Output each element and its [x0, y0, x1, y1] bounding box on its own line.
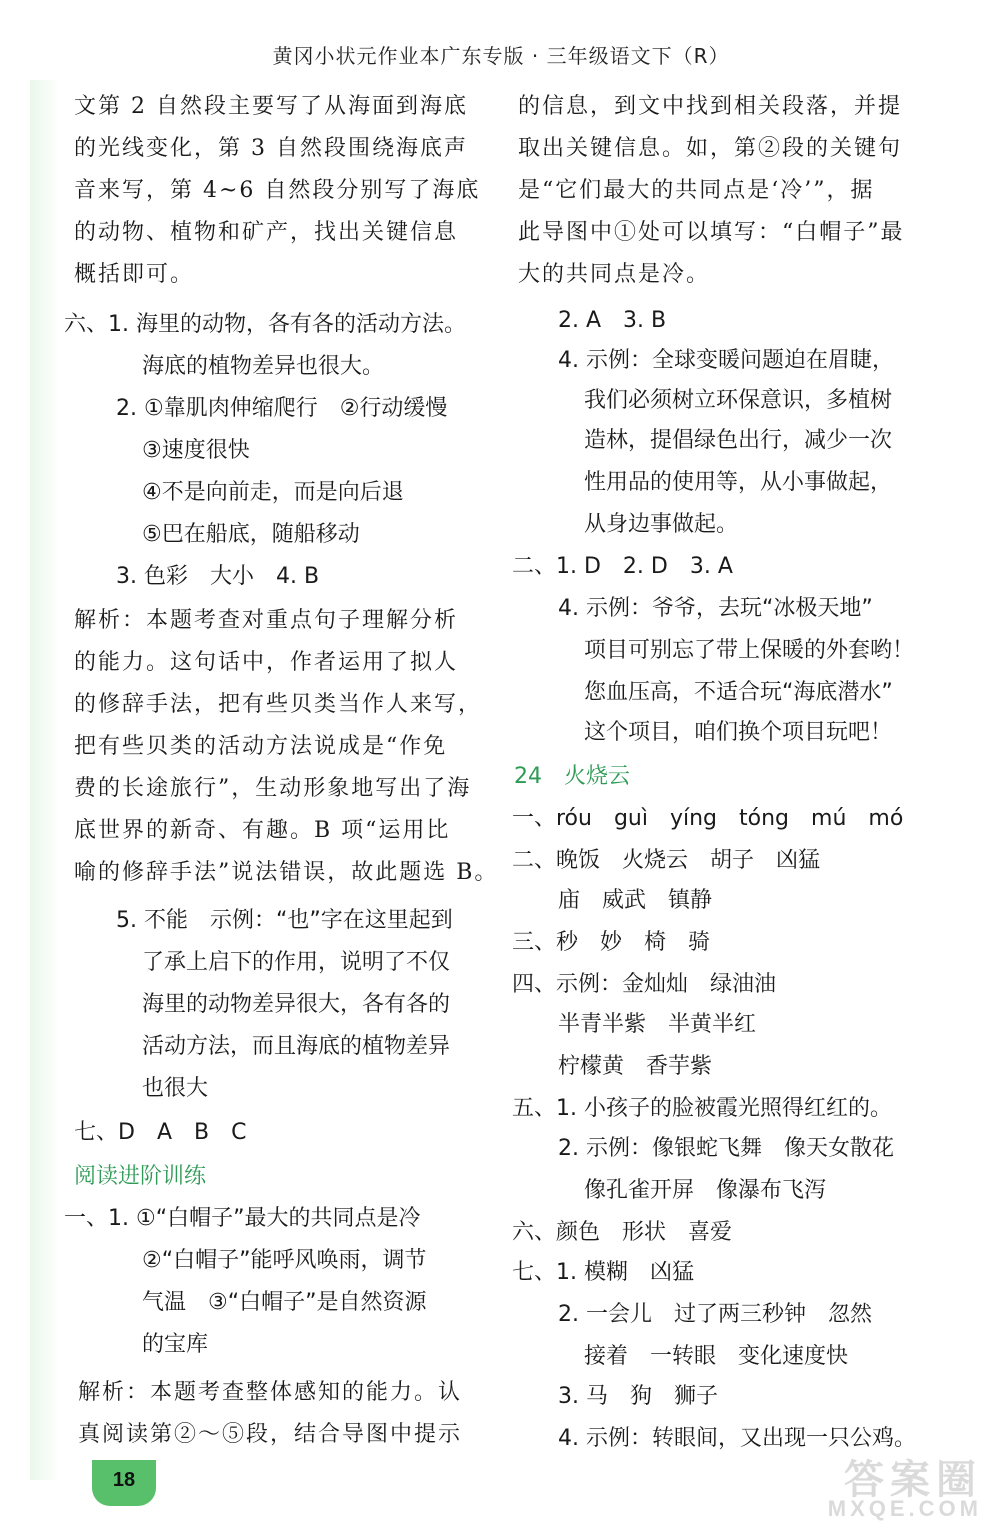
right-text-line: 六、颜色 形状 喜爱 — [512, 1220, 733, 1245]
page-edge — [0, 0, 28, 1536]
left-text-line: 的光线变化，第 3 自然段围绕海底声 — [74, 136, 468, 161]
left-text-line: 音来写，第 4~6 自然段分别写了海底 — [74, 178, 481, 203]
right-text-line: 我们必须树立环保意识，多植树 — [584, 388, 893, 413]
right-text-line: 一、róu guì yíng tóng mú mó — [512, 806, 904, 831]
left-text-line: 概括即可。 — [74, 262, 195, 287]
watermark-url: MXQE.COM — [827, 1496, 982, 1521]
right-text-line: 4. 示例：转眼间，又出现一只公鸡。 — [558, 1426, 916, 1451]
right-text-line: 此导图中①处可以填写：“白帽子”最 — [518, 220, 905, 245]
right-text-line: 2. 一会儿 过了两三秒钟 忽然 — [558, 1302, 872, 1327]
left-text-line: 的动物、植物和矿产，找出关键信息 — [74, 220, 459, 245]
right-text-line: 您血压高，不适合玩“海底潜水” — [584, 680, 893, 705]
left-text-line: 阅读进阶训练 — [74, 1164, 207, 1189]
left-text-line: ③速度很快 — [142, 438, 250, 463]
left-text-line: 解析：本题考查整体感知的能力。认 — [78, 1380, 463, 1405]
page-number: 18 — [92, 1460, 156, 1506]
left-margin-band — [30, 80, 60, 1480]
left-text-line: 3. 色彩 大小 4. B — [116, 564, 320, 589]
right-text-line: 2. 示例：像银蛇飞舞 像天女散花 — [558, 1136, 894, 1161]
right-text-line: 的信息，到文中找到相关段落，并提 — [518, 94, 903, 119]
right-text-line: 大的共同点是冷。 — [518, 262, 711, 287]
left-text-line: 活动方法，而且海底的植物差异 — [142, 1034, 451, 1059]
left-text-line: 了承上启下的作用，说明了不仅 — [142, 950, 451, 975]
right-text-line: 项目可别忘了带上保暖的外套哟！ — [584, 638, 915, 663]
left-text-line: ④不是向前走，而是向后退 — [142, 480, 404, 505]
right-text-line: 七、1. 模糊 凶猛 — [512, 1260, 694, 1285]
right-text-line: 4. 示例：全球变暖问题迫在眉睫， — [558, 348, 894, 373]
right-text-line: 2. A 3. B — [558, 308, 667, 333]
left-text-line: 气温 ③“白帽子”是自然资源 — [142, 1290, 427, 1315]
left-text-line: 的能力。这句话中，作者运用了拟人 — [74, 650, 459, 675]
left-text-line: 底世界的新奇、有趣。B 项“运用比 — [74, 818, 451, 843]
left-text-line: 海底的植物差异也很大。 — [142, 354, 385, 379]
left-text-line: 的宝库 — [142, 1332, 209, 1357]
left-text-line: 七、D A B C — [74, 1120, 247, 1145]
right-text-line: 造林，提倡绿色出行，减少一次 — [584, 428, 893, 453]
left-text-line: 文第 2 自然段主要写了从海面到海底 — [74, 94, 468, 119]
page-header: 黄冈小状元作业本广东专版 · 三年级语文下（R） — [272, 44, 730, 68]
right-text-line: 4. 示例：爷爷，去玩“冰极天地” — [558, 596, 873, 621]
left-text-line: 海里的动物差异很大，各有各的 — [142, 992, 451, 1017]
right-text-line: 3. 马 狗 狮子 — [558, 1384, 718, 1409]
left-text-line: 一、1. ①“白帽子”最大的共同点是冷 — [64, 1206, 421, 1231]
left-text-line: 把有些贝类的活动方法说成是“作免 — [74, 734, 448, 759]
right-text-line: 从身边事做起。 — [584, 512, 739, 537]
left-text-line: 5. 不能 示例：“也”字在这里起到 — [116, 908, 453, 933]
left-text-line: 费的长途旅行”，生动形象地写出了海 — [74, 776, 472, 801]
right-text-line: 三、秒 妙 椅 骑 — [512, 930, 711, 955]
left-text-line: 真阅读第②～⑤段，结合导图中提示 — [78, 1422, 463, 1447]
right-text-line: 四、示例：金灿灿 绿油油 — [512, 972, 777, 997]
left-text-line: 2. ①靠肌肉伸缩爬行 ②行动缓慢 — [116, 396, 448, 421]
left-text-line: ⑤巴在船底，随船移动 — [142, 522, 360, 547]
right-text-line: 二、晚饭 火烧云 胡子 凶猛 — [512, 848, 821, 873]
right-text-line: 柠檬黄 香芋紫 — [558, 1054, 713, 1079]
left-text-line: 六、1. 海里的动物，各有各的活动方法。 — [64, 312, 466, 337]
right-text-line: 五、1. 小孩子的脸被霞光照得红红的。 — [512, 1096, 892, 1121]
right-text-line: 是“它们最大的共同点是‘冷’”，据 — [518, 178, 875, 203]
left-text-line: 也很大 — [142, 1076, 209, 1101]
right-text-line: 性用品的使用等，从小事做起， — [584, 470, 893, 495]
left-text-line: ②“白帽子”能呼风唤雨，调节 — [142, 1248, 427, 1273]
watermark-logo: 答案圈 — [844, 1458, 982, 1502]
right-text-line: 这个项目，咱们换个项目玩吧！ — [584, 720, 893, 745]
left-text-line: 的修辞手法，把有些贝类当作人来写， — [74, 692, 483, 717]
right-text-line: 24 火烧云 — [514, 764, 630, 789]
right-text-line: 庙 威武 镇静 — [558, 888, 713, 913]
right-text-line: 像孔雀开屏 像瀑布飞泻 — [584, 1178, 827, 1203]
right-text-line: 取出关键信息。如，第②段的关键句 — [518, 136, 903, 161]
right-text-line: 半青半紫 半黄半红 — [558, 1012, 757, 1037]
left-text-line: 喻的修辞手法”说法错误，故此题选 B。 — [74, 860, 499, 885]
right-text-line: 二、1. D 2. D 3. A — [512, 554, 733, 579]
right-text-line: 接着 一转眼 变化速度快 — [584, 1344, 849, 1369]
left-text-line: 解析：本题考查对重点句子理解分析 — [74, 608, 459, 633]
